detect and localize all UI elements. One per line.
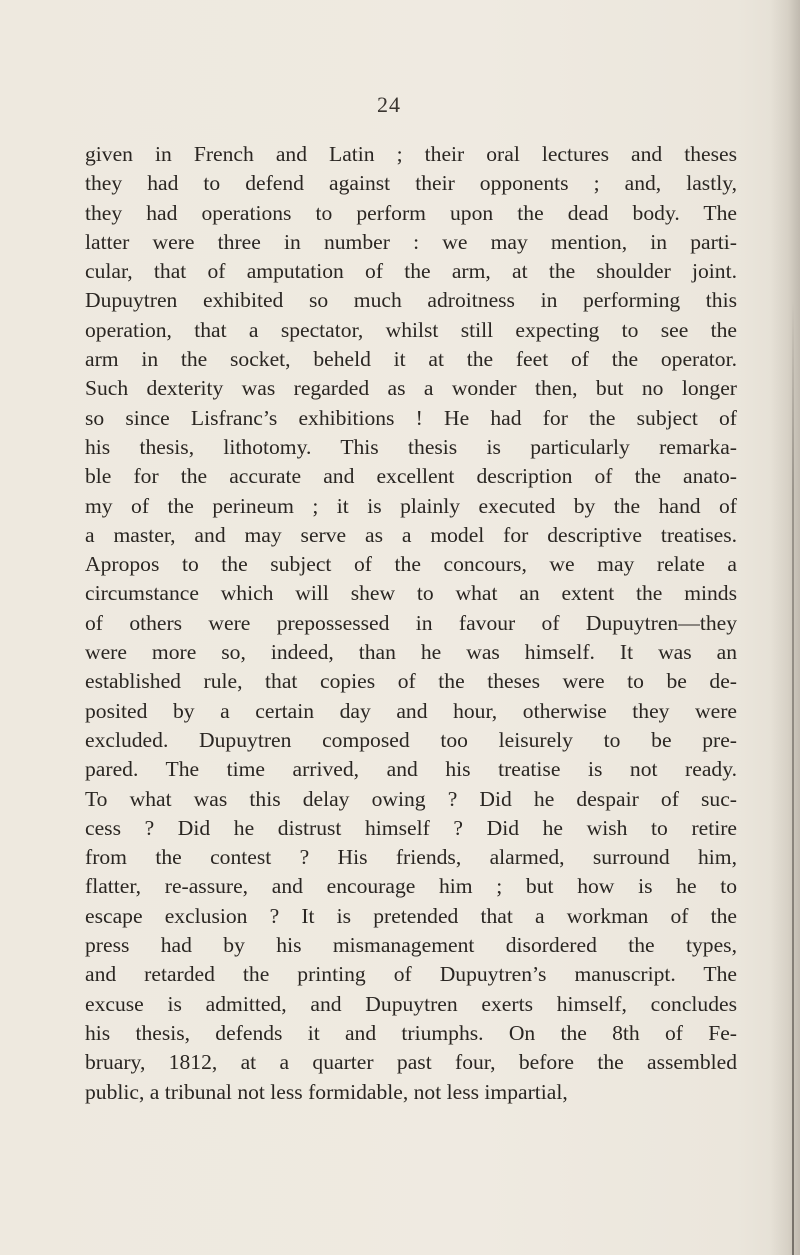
text-line: cular, that of amputation of the arm, at the shoulder joint. bbox=[85, 259, 737, 284]
text-line: my of the perineum ; it is plainly executed by the hand of bbox=[85, 493, 737, 518]
text-line: bruary, 1812, at a quarter past four, before the assembled bbox=[85, 1050, 737, 1075]
text-line: established rule, that copies of the theses were to be de- bbox=[85, 669, 737, 694]
text-line: from the contest ? His friends, alarmed, surround him, bbox=[85, 845, 737, 870]
text-line: flatter, re-assure, and encourage him ; but how is he to bbox=[85, 874, 737, 899]
text-line: arm in the socket, beheld it at the feet of the operator. bbox=[85, 347, 737, 372]
page-number: 24 bbox=[377, 92, 401, 117]
text-line: they had operations to perform upon the dead body. The bbox=[85, 200, 737, 225]
text-line: excluded. Dupuytren composed too leisurely to be pre- bbox=[85, 727, 737, 752]
text-line: so since Lisfranc’s exhibitions ! He had for the subject of bbox=[85, 405, 737, 430]
text-line: latter were three in number : we may mention, in parti- bbox=[85, 229, 737, 254]
text-line: Such dexterity was regarded as a wonder then, but no longer bbox=[85, 376, 737, 401]
text-line: and retarded the printing of Dupuytren’s manuscript. The bbox=[85, 962, 737, 987]
text-line: pared. The time arrived, and his treatise is not ready. bbox=[85, 757, 737, 782]
text-line: escape exclusion ? It is pretended that a workman of the bbox=[85, 903, 737, 928]
text-line: public, a tribunal not less formidable, not less impartial, bbox=[85, 1079, 568, 1104]
text-line: Apropos to the subject of the concours, we may relate a bbox=[85, 552, 737, 577]
text-line: they had to defend against their opponents ; and, lastly, bbox=[85, 171, 737, 196]
text-line: excuse is admitted, and Dupuytren exerts himself, concludes bbox=[85, 991, 737, 1016]
text-line: were more so, indeed, than he was himself. It was an bbox=[85, 640, 737, 665]
text-line: operation, that a spectator, whilst still expecting to see the bbox=[85, 317, 737, 342]
text-line: given in French and Latin ; their oral lectures and theses bbox=[85, 142, 737, 166]
text-line: Dupuytren exhibited so much adroitness in performing this bbox=[85, 288, 737, 313]
page-edge-shadow bbox=[770, 0, 800, 1255]
text-line: To what was this delay owing ? Did he despair of suc- bbox=[85, 786, 737, 811]
text-line: his thesis, lithotomy. This thesis is particularly remarka- bbox=[85, 434, 737, 459]
page-edge-line bbox=[792, 300, 794, 1255]
text-line: a master, and may serve as a model for descriptive treatises. bbox=[85, 522, 737, 547]
text-line: his thesis, defends it and triumphs. On the 8th of Fe- bbox=[85, 1020, 737, 1045]
text-line: ble for the accurate and excellent description of the anato- bbox=[85, 464, 737, 489]
text-line: of others were prepossessed in favour of Dupuytren—they bbox=[85, 610, 737, 635]
text-line: circumstance which will shew to what an extent the minds bbox=[85, 581, 737, 606]
text-line: posited by a certain day and hour, otherwise they were bbox=[85, 698, 737, 723]
text-line: cess ? Did he distrust himself ? Did he wish to retire bbox=[85, 815, 737, 840]
body-text bbox=[85, 140, 737, 1107]
text-line: press had by his mismanagement disordered the types, bbox=[85, 933, 737, 958]
